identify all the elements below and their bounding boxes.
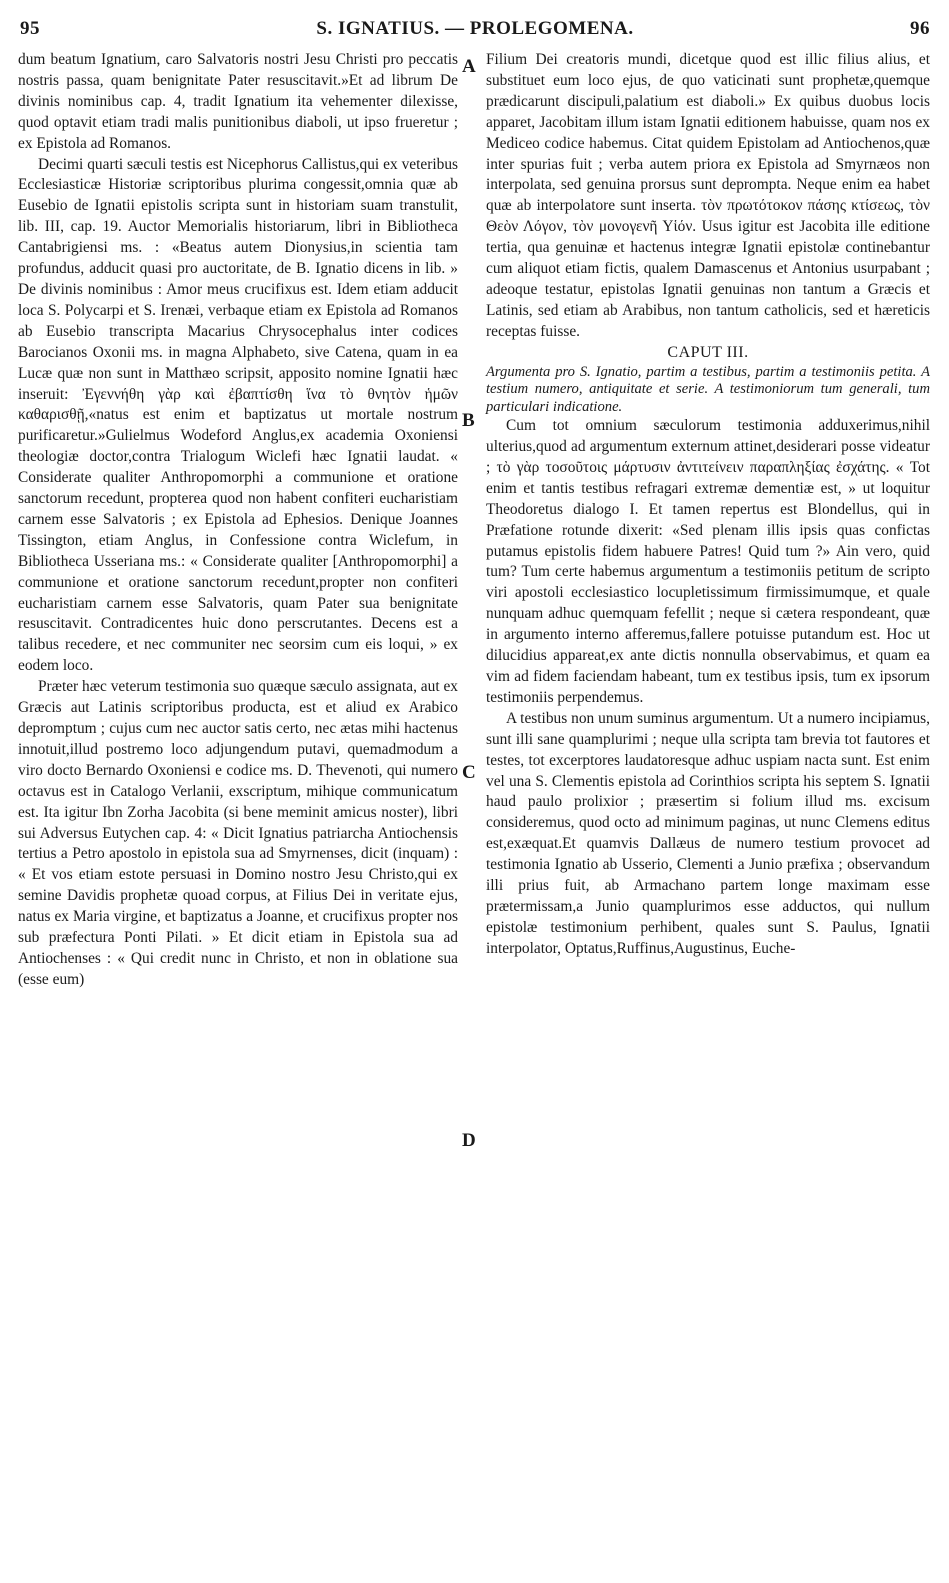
margin-letter-d: D bbox=[462, 1130, 476, 1151]
left-paragraph-2: Decimi quarti sæculi testis est Nicephorus Callistus,qui ex veteribus Ecclesiasticæ Historiæ scriptoribus plurima congessit,omnia quæ ab Eusebio de Ignatii epistolis scripta sunt in historiam suam transtulit, lib. III, cap. 19. Auctor Memorialis historiarum, libri in Bibliotheca Cantabrigiensi ms. : «Beatus autem Dionysius,in scientia tam profundus, adducit quasi pro auctoritate, de B. Ignatio dicens in lib. » De divinis nominibus : Amor meus crucifixus est. Idem etiam adducit loca S. Polycarpi et S. Irenæi, verbaque etiam ex Epistola ad Romanos ab Eusebio transcripta Macarius Chrysocephalus inter codices Barocianos Oxonii ms. in magna Alphabeto, sive Catena, quam in ea Lucæ quæ non sunt in Matthæo scripsit, apposito nomine Ignatii hæc inseruit: Ἐγεννήθη γὰρ καὶ ἐβαπτίσθη ἵνα τὸ θνητὸν ἡμῶν καθαρισθῇ,«natus est enim et baptizatus ut mortale nostrum purificaretur.»Gulielmus Wodeford Anglus,ex academia Oxoniensi theologiæ doctor,contra Trialogum Wiclefi hæc Ignatii laudat. « Considerate qualiter Anthropomorphi a communione et oratione sanctorum recedunt, propterea quod non habent confiteri eucharistiam carnem esse Salvatoris ; ex Epistola ad Ephesios. Denique Joannes Tissington, etiam Anglus, in Confessione contra Wiclefum, in Bibliotheca Usseriana ms.: « Considerate qualiter [Anthropomorphi] a communione et oratione sanctorum recedunt,propter non confiteri eucharistiam carnem esse Salvatoris, quam Pater sua benignitate resuscitavit. Contradicentes huic dono perscrutantes. Decens est a talibus recedere, et nec communiter nec seorsim cum eis loqui, » ex eodem loco. bbox=[18, 155, 458, 675]
page-number-left: 95 bbox=[20, 18, 40, 39]
right-paragraph-1: Filium Dei creatoris mundi, dicetque quod est illic filius alius, et substituet eum loco ejus, de quo vaticinati sunt prophetæ,quemque prædicarunt discipuli,palatium est diaboli.» Ex quibus duobus locis apparet, Jacobitam illum istam Ignatii editionem habuisse, quam nos ex Mediceo codice habemus. Citat quidem Epistolam ad Antiochenos,quæ inter spurias fuit ; verba autem priora ex Epistola ad Smyrnæos non interpolata, sed genuina prorsus sunt deprompta. Neque enim ea habet quæ ab interpolatore sunt inserta. τὸν πρωτότοκον πάσης κτίσεως, τὸν Θεὸν Λόγον, τὸν μονογενῆ Υἱόν. Usus igitur est Jacobita ille editione tertia, qua genuinæ et hactenus integræ Ignatii epistolæ continebantur cum aliquot etiam fictis, qualem Damascenus et Antonius usurpabant ; adeoque testatur, epistolas Ignatii genuinas non tantum a Græcis et Latinis, sed etiam ab Arabibus, non tantum catholicis, sed et hæreticis receptas fuisse. bbox=[486, 51, 930, 340]
margin-letter-a: A bbox=[462, 56, 476, 77]
left-paragraph-3: Præter hæc veterum testimonia suo quæque sæculo assignata, aut ex Græcis aut Latinis scriptoribus producta, est et aliud ex Arabico depromptum ; cujus cum nec auctor satis certo, nec ætas mihi hactenus innotuit,illud postremo loco adjungendum putavi, quemadmodum a viro docto Bernardo Oxoniensi e codice ms. D. Thevenoti, qui numero octavus est in Catalogo Verlanii, exscriptum, mihique communicatum est. Ita igitur Ibn Zorha Jacobita (si bene meminit amicus noster), libri sui Adversus Eutychen cap. 4: « Dicit Ignatius patriarcha Antiochensis tertius a Petro apostolo in epistola sua ad Smyrnenses, dicit (inquam) : « Et vos etiam estote persuasi in Domino nostro Jesu Christo,qui ex semine Davidis prophetæ quoad corpus, at Filius Dei in veritate ejus, natus ex Maria virgine, et baptizatus a Joanne, et crucifixus propter nos sub præfectura Ponti Pilati. » Et dicit etiam in Epistola sua ad Antiochenses : « Qui credit nunc in Christo, et non in oblatione sua (esse eum) bbox=[18, 678, 458, 988]
right-paragraph-3: A testibus non unum suminus argumentum. Ut a numero incipiamus, sunt illi sane quamplurimi ; neque ulla scripta tam brevia tot fautores et testes, tot excerptores laudatoresque adhuc uspiam nacta sunt. Est enim vel una S. Clementis epistola ad Corinthios scripta his septem S. Ignatii haud paulo prolixior ; præsertim si folium illud ms. excisum consideremus, quod octo ad minimum paginas, ut nunc Clemens editus est,exæquat.Et quamvis Dallæus de numero testium provocet ad testimonia Ignatio ab Usserio, Clementi a Junio præfixa ; observandum illi prius fuit, ab Armachano partem longe maximam esse prætermissam,a Junio quamplurimos esse adductos, qui nullum epistolæ testimonium perhibent, quales sunt S. Paulus, Ignatii interpolator, Optatus,Ruffinus,Augustinus, Euche- bbox=[486, 709, 930, 957]
chapter-title: CAPUT III. bbox=[667, 343, 749, 361]
left-paragraph-1: dum beatum Ignatium, caro Salvatoris nostri Jesu Christi pro peccatis nostris passa, quam benignitate Pater resuscitavit.»Et ad librum De divinis nominibus cap. 4, tradit Ignatium ita vehementer dilexisse, quod optavit etiam tradi malis punitionibus diaboli, ut ipso frueretur ; ex Epistola ad Romanos. bbox=[18, 51, 458, 152]
running-header bbox=[20, 14, 930, 44]
margin-letter-c: C bbox=[462, 762, 476, 783]
right-column bbox=[486, 50, 930, 960]
margin-letter-b: B bbox=[462, 410, 475, 431]
right-paragraph-2: Cum tot omnium sæculorum testimonia adduxerimus,nihil ulterius,quod ad argumentum externum attinet,desiderari posse videatur ; τὸ γὰρ τοσοῦτοις μάρτυσιν ἀντιτείνειν παραπληξίας ἐσχάτης. « Tot enim et tantis testibus refragari extremæ dementiæ est, » ut loquitur Theodoretus dialogo I. Et tamen repertus est Blondellus, qui in Præfatione rotunde dixerit: «Sed plenam illis ipsis quas confictas putamus epistolis fidem habuere Patres! Quid tum ?» Ain vero, quid tum? Tum certe habemus argumentum a testimoniis petitum de scripto viri apostoli ecclesiastico locupletissimum firmissimumque, et quale nunquam adhuc quemquam fefellit ; neque si cætera respondeant, quæ in argumento interno afferemus,fallere potuisse putandum est. Hoc ut dilucidius appareat,ex ante dictis nonnulla observabimus, et quam ea vim ad fidem faciendam habeant, tum ex testibus ipsis, tum ex ipsorum testimoniis perpendemus. bbox=[486, 417, 930, 706]
running-title: S. IGNATIUS. — PROLEGOMENA. bbox=[316, 18, 634, 39]
page-number-right: 96 bbox=[910, 18, 930, 39]
left-column bbox=[18, 50, 458, 991]
chapter-argument: Argumenta pro S. Ignatio, partim a testibus, partim a testimoniis petita. A testium numero, antiquitate et serie. A testimoniorum tum generali, tum particulari indicatione. bbox=[486, 363, 930, 415]
